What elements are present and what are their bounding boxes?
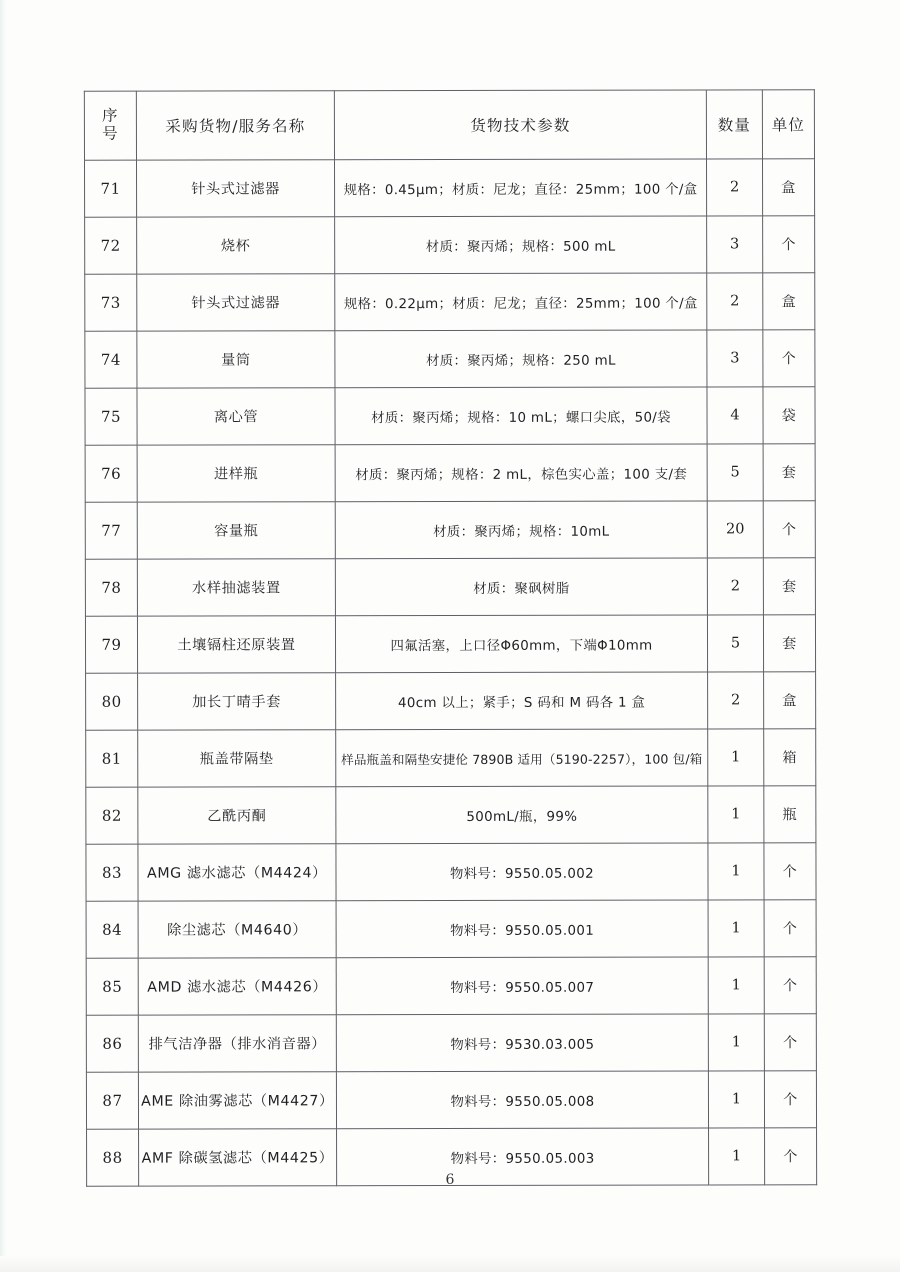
cell-quantity: 1	[708, 729, 764, 786]
cell-name: AMG 滤水滤芯（M4424）	[138, 844, 336, 901]
cell-unit: 个	[764, 1071, 816, 1128]
column-header-unit: 单位	[762, 90, 814, 159]
cell-unit: 个	[763, 501, 815, 558]
cell-quantity: 5	[707, 615, 763, 672]
cell-sequence: 85	[86, 958, 138, 1015]
table-row	[85, 615, 815, 674]
cell-unit: 个	[764, 957, 816, 1014]
table-header-row	[84, 90, 814, 161]
cell-name: 进样瓶	[137, 445, 335, 502]
cell-name: AME 除油雾滤芯（M4427）	[138, 1072, 336, 1129]
cell-sequence: 79	[85, 616, 137, 673]
cell-quantity: 1	[708, 843, 764, 900]
column-header-name: 采购货物/服务名称	[136, 91, 334, 160]
cell-unit: 袋	[763, 387, 815, 444]
cell-sequence: 87	[86, 1072, 138, 1129]
column-header-sequence	[84, 91, 136, 160]
cell-name: 针头式过滤器	[136, 160, 334, 217]
table-row	[86, 1014, 816, 1073]
cell-sequence: 84	[86, 901, 138, 958]
cell-sequence: 77	[85, 502, 137, 559]
cell-sequence: 71	[84, 160, 136, 217]
cell-quantity: 1	[708, 900, 764, 957]
cell-specification: 材质：聚丙烯；规格：10mL	[335, 501, 707, 559]
cell-specification: 材质：聚丙烯；规格：2 mL，棕色实心盖；100 支/套	[335, 444, 707, 502]
table-header	[84, 90, 814, 161]
table-row	[86, 843, 816, 902]
cell-name: 土壤镉柱还原装置	[137, 616, 335, 673]
cell-name: 除尘滤芯（M4640）	[138, 901, 336, 958]
cell-quantity: 2	[707, 558, 763, 615]
cell-unit: 套	[763, 444, 815, 501]
cell-specification: 40cm 以上；紧手；S 码和 M 码各 1 盒	[336, 672, 708, 730]
cell-name: 加长丁晴手套	[138, 673, 336, 730]
cell-specification: 规格：0.45μm；材质：尼龙；直径：25mm；100 个/盒	[334, 159, 706, 217]
cell-sequence: 80	[86, 673, 138, 730]
table-row	[86, 957, 816, 1016]
table-row	[85, 444, 815, 503]
cell-specification: 四氟活塞，上口径Φ60mm，下端Φ10mm	[335, 615, 707, 673]
cell-specification: 样品瓶盖和隔垫安捷伦 7890B 适用（5190-2257），100 包/箱	[336, 729, 708, 787]
cell-quantity: 5	[707, 444, 763, 501]
cell-specification: 物料号：9550.05.008	[336, 1071, 708, 1129]
cell-specification: 物料号：9550.05.001	[336, 900, 708, 958]
cell-quantity: 3	[707, 330, 763, 387]
cell-name: 排气洁净器（排水消音器）	[138, 1015, 336, 1072]
cell-name: 容量瓶	[137, 502, 335, 559]
cell-sequence: 75	[85, 388, 137, 445]
cell-unit: 盒	[763, 273, 815, 330]
scan-edge-tint-left	[0, 0, 7, 1272]
cell-unit: 套	[763, 615, 815, 672]
cell-name: 乙酰丙酮	[138, 787, 336, 844]
cell-sequence: 72	[85, 217, 137, 274]
cell-sequence: 74	[85, 331, 137, 388]
cell-specification: 物料号：9550.05.007	[336, 957, 708, 1015]
cell-specification: 物料号：9550.05.002	[336, 843, 708, 901]
cell-name: 瓶盖带隔垫	[138, 730, 336, 787]
table-row	[85, 501, 815, 560]
column-header-sequence-line1: 序	[102, 106, 119, 125]
cell-name: 量筒	[137, 331, 335, 388]
cell-unit: 个	[763, 216, 815, 273]
cell-sequence: 76	[85, 445, 137, 502]
cell-name: 针头式过滤器	[137, 274, 335, 331]
cell-unit: 瓶	[764, 786, 816, 843]
page-number: 6	[445, 1172, 455, 1188]
cell-name: 烧杯	[137, 217, 335, 274]
cell-quantity: 2	[706, 159, 762, 216]
cell-quantity: 20	[707, 501, 763, 558]
cell-unit: 个	[765, 1128, 817, 1185]
cell-quantity: 3	[707, 216, 763, 273]
cell-quantity: 2	[707, 273, 763, 330]
column-header-sequence-line2: 号	[102, 124, 119, 143]
table-row	[86, 900, 816, 959]
table-row	[84, 159, 814, 218]
cell-unit: 个	[764, 900, 816, 957]
table-row	[85, 387, 815, 446]
cell-unit: 套	[763, 558, 815, 615]
cell-quantity: 2	[708, 672, 764, 729]
table-row	[85, 273, 815, 332]
table-body	[84, 159, 816, 1187]
cell-sequence: 78	[85, 559, 137, 616]
cell-unit: 个	[764, 1014, 816, 1071]
cell-unit: 盒	[764, 672, 816, 729]
cell-name: AMD 滤水滤芯（M4426）	[138, 958, 336, 1015]
cell-specification: 500mL/瓶，99%	[336, 786, 708, 844]
cell-specification: 材质：聚砜树脂	[335, 558, 707, 616]
cell-unit: 个	[763, 330, 815, 387]
cell-name: AMF 除碳氢滤芯（M4425）	[139, 1129, 337, 1186]
cell-unit: 个	[764, 843, 816, 900]
cell-specification: 规格：0.22μm；材质：尼龙；直径：25mm；100 个/盒	[335, 273, 707, 331]
cell-unit: 箱	[764, 729, 816, 786]
table-row	[86, 672, 816, 731]
cell-sequence: 88	[87, 1129, 139, 1186]
cell-specification: 材质：聚丙烯；规格：250 mL	[335, 330, 707, 388]
cell-name: 离心管	[137, 388, 335, 445]
cell-sequence: 81	[86, 730, 138, 787]
cell-quantity: 4	[707, 387, 763, 444]
cell-quantity: 1	[709, 1128, 765, 1185]
cell-quantity: 1	[708, 1071, 764, 1128]
table-row	[85, 558, 815, 617]
cell-quantity: 1	[708, 786, 764, 843]
cell-quantity: 1	[708, 957, 764, 1014]
cell-specification: 物料号：9550.05.003	[337, 1128, 709, 1186]
specification-table-container	[85, 90, 815, 1186]
table-row	[85, 330, 815, 389]
cell-sequence: 73	[85, 274, 137, 331]
cell-specification: 物料号：9530.03.005	[336, 1014, 708, 1072]
table-row	[86, 786, 816, 845]
cell-specification: 材质：聚丙烯；规格：10 mL；螺口尖底，50/袋	[335, 387, 707, 445]
column-header-quantity: 数量	[706, 90, 762, 159]
cell-quantity: 1	[708, 1014, 764, 1071]
cell-name: 水样抽滤装置	[137, 559, 335, 616]
specification-table	[84, 89, 817, 1187]
cell-unit: 盒	[762, 159, 814, 216]
cell-specification: 材质：聚丙烯；规格：500 mL	[335, 216, 707, 274]
table-row	[86, 1071, 816, 1130]
column-header-specification: 货物技术参数	[334, 90, 706, 160]
cell-sequence: 86	[86, 1015, 138, 1072]
cell-sequence: 82	[86, 787, 138, 844]
table-row	[85, 216, 815, 275]
cell-sequence: 83	[86, 844, 138, 901]
scan-edge-tint-bottom	[0, 1256, 900, 1272]
table-row	[86, 729, 816, 788]
